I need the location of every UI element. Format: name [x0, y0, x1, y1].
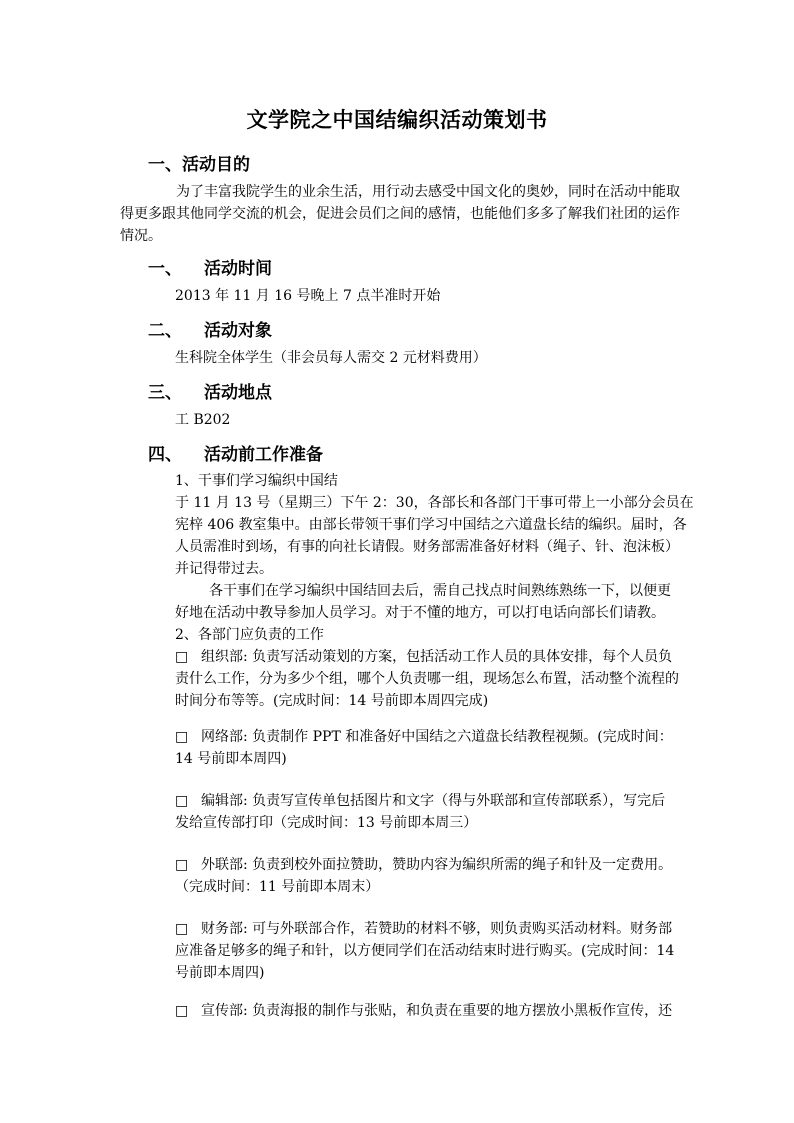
checkbox-bullet-icon: □	[175, 793, 189, 809]
checkbox-bullet-icon: □	[175, 649, 189, 665]
section-heading-preparation	[148, 440, 323, 465]
section-body-location: 工 B202	[175, 412, 231, 428]
list-item-line: 财务部: 可与外联部合作，若赞助的材料不够，则负责购买活动材料。财务部	[201, 921, 673, 937]
checkbox-bullet-icon: □	[175, 857, 189, 873]
list-item-editing	[175, 790, 685, 834]
list-item-line: 宣传部: 负责海报的制作与张贴，和负责在重要的地方摆放小黑板作宣传，还	[201, 1003, 673, 1019]
paragraph-line: 好地在活动中教导参加人员学习。对于不懂的地方，可以打电话向部长们请教。	[175, 605, 665, 621]
section-number: 二、	[148, 321, 182, 341]
section-heading-text: 活动对象	[204, 321, 272, 341]
subsection-title: 2、各部门应负责的工作	[175, 627, 324, 643]
list-item-line: 时间分布等等。(完成时间：14 号前即本周四完成)	[175, 693, 489, 709]
list-item-line: 网络部: 负责制作 PPT 和准备好中国结之六道盘长结教程视频。(完成时间：	[201, 729, 673, 745]
list-item-line: 发给宣传部打印（完成时间：13 号前即本周三）	[175, 815, 478, 831]
list-item-line: 组织部: 负责写活动策划的方案，包括活动工作人员的具体安排，每个人员负	[201, 649, 673, 665]
section-number: 三、	[148, 383, 182, 403]
paragraph-line: 人员需准时到场，有事的向社长请假。财务部需准备好材料（绳子、针、泡沫板）	[175, 539, 679, 555]
preparation-subsection-1	[175, 470, 694, 646]
checkbox-bullet-icon: □	[175, 1003, 189, 1019]
section-heading-location	[148, 378, 272, 403]
section-heading-text: 活动地点	[204, 383, 272, 403]
checkbox-bullet-icon: □	[175, 921, 189, 937]
section-body-audience: 生科院全体学生（非会员每人需交 2 元材料费用）	[175, 350, 487, 366]
checkbox-bullet-icon: □	[175, 729, 189, 745]
paragraph-line: 各干事们在学习编织中国结回去后，需自己找点时间熟练熟练一下，以便更	[209, 583, 671, 599]
list-item-line: 外联部: 负责到校外面拉赞助，赞助内容为编织所需的绳子和针及一定费用。	[201, 857, 673, 873]
section-heading-audience	[148, 316, 272, 341]
paragraph-line: 为了丰富我院学生的业余生活，用行动去感受中国文化的奥妙，同时在活动中能取	[176, 184, 680, 200]
list-item-external	[175, 854, 685, 898]
list-item-line: （完成时间：11 号前即本周末）	[175, 879, 380, 895]
list-item-finance	[175, 918, 685, 984]
list-item-line: 应准备足够多的绳子和针，以方便同学们在活动结束时进行购买。(完成时间：14	[175, 943, 675, 959]
section-body-time: 2013 年 11 月 16 号晚上 7 点半准时开始	[175, 288, 441, 304]
section-body-purpose	[120, 181, 680, 247]
list-item-network	[175, 726, 685, 770]
section-number: 一、	[148, 259, 182, 279]
list-item-line: 责什么工作，分为多少个组，哪个人负责哪一组，现场怎么布置，活动整个流程的	[175, 671, 679, 687]
paragraph-line: 宪梓 406 教室集中。由部长带领干事们学习中国结之六道盘长结的编织。届时，各	[175, 517, 687, 533]
paragraph-line: 于 11 月 13 号（星期三）下午 2：30，各部长和各部门干事可带上一小部分会员在	[175, 495, 694, 511]
page-title: 文学院之中国结编织活动策划书	[246, 107, 548, 132]
paragraph-line: 并记得带过去。	[175, 561, 273, 577]
section-heading-text: 活动时间	[204, 259, 272, 279]
list-item-line: 号前即本周四)	[175, 965, 265, 981]
list-item-line: 编辑部: 负责写宣传单包括图片和文字（得与外联部和宣传部联系），写完后	[201, 793, 666, 809]
section-heading-time	[148, 254, 272, 279]
list-item-line: 14 号前即本周四)	[175, 751, 287, 767]
list-item-organization	[175, 646, 685, 712]
section-number: 四、	[148, 445, 182, 465]
list-item-publicity	[175, 1000, 685, 1022]
section-heading-purpose: 一、活动目的	[148, 155, 250, 175]
subsection-title: 1、干事们学习编织中国结	[175, 473, 338, 489]
section-heading-text: 活动前工作准备	[204, 445, 323, 465]
paragraph-line: 得更多跟其他同学交流的机会，促进会员们之间的感情，也能他们多多了解我们社团的运作	[120, 206, 680, 222]
paragraph-line: 情况。	[120, 228, 162, 244]
